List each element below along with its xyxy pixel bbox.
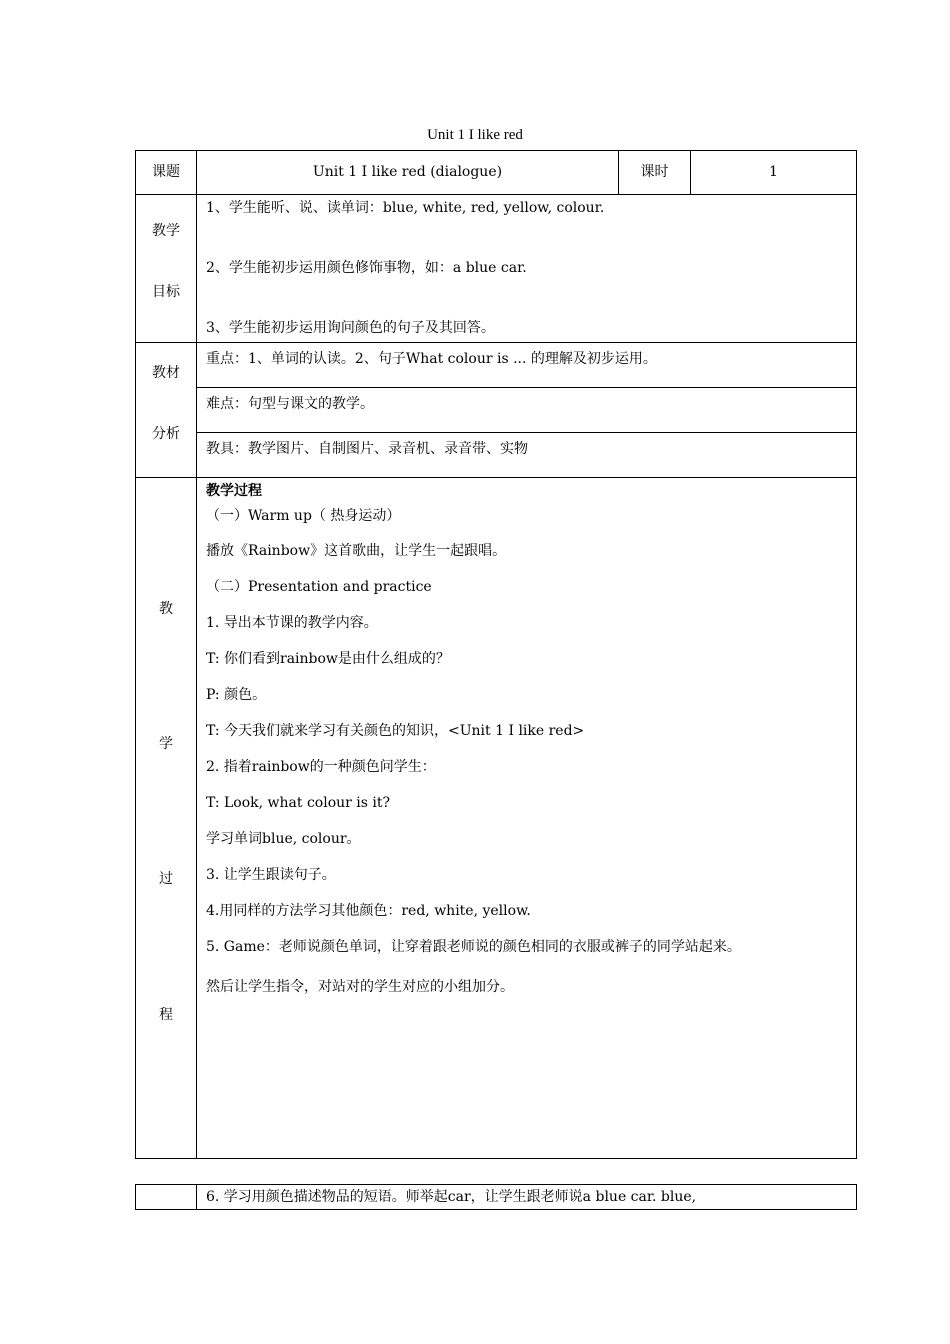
process-line: 4.用同样的方法学习其他颜色：red, white, yellow. (206, 903, 531, 919)
process-line: T: Look, what colour is it? (206, 795, 391, 811)
topic-value: Unit 1 I like red (dialogue) (312, 164, 503, 180)
teaching-tools: 教具：教学图片、自制图片、录音机、录音带、实物 (206, 441, 528, 457)
objective-item: 2、学生能初步运用颜色修饰事物，如：a blue car. (206, 260, 527, 276)
period-label: 课时 (640, 164, 669, 180)
process-label-char: 教 (159, 601, 173, 617)
process-line: P: 颜色。 (206, 687, 267, 703)
key-points: 重点：1、单词的认读。2、句子What colour is ... 的理解及初步运用。 (206, 351, 657, 367)
process-label-char: 过 (159, 871, 173, 887)
process-label-char: 程 (159, 1007, 173, 1023)
process-line: 3. 让学生跟读句子。 (206, 867, 336, 883)
objective-item: 3、学生能初步运用询问颜色的句子及其回答。 (206, 320, 495, 336)
process-line: 1. 导出本节课的教学内容。 (206, 615, 378, 631)
objective-item: 1、学生能听、说、读单词：blue, white, red, yellow, colour. (206, 200, 605, 216)
process-line: 5. Game：老师说颜色单词，让穿着跟老师说的颜色相同的衣服或裤子的同学站起来。 (206, 939, 741, 955)
topic-label: 课题 (152, 164, 180, 180)
process-line: T: 今天我们就来学习有关颜色的知识，<Unit 1 I like red> (206, 723, 585, 739)
process-line: （一）Warm up（ 热身运动） (206, 508, 401, 524)
objectives-label-1: 教学 (152, 223, 180, 239)
analysis-label-2: 分析 (152, 426, 180, 442)
process-line: 然后让学生指令，对站对的学生对应的小组加分。 (206, 979, 514, 995)
process-line: 播放《Rainbow》这首歌曲，让学生一起跟唱。 (206, 543, 507, 559)
process-line: （二）Presentation and practice (206, 579, 432, 595)
process-line: 2. 指着rainbow的一种颜色问学生： (206, 759, 436, 775)
page-title: Unit 1 I like red (427, 127, 523, 143)
process-heading: 教学过程 (206, 483, 262, 499)
period-value: 1 (769, 164, 778, 180)
continuation-line: 6. 学习用颜色描述物品的短语。师举起car，让学生跟老师说a blue car. blue, (206, 1189, 697, 1205)
process-label-char: 学 (159, 736, 173, 752)
objectives-label-2: 目标 (152, 284, 180, 300)
process-line: 学习单词blue, colour。 (206, 831, 361, 847)
process-line: T: 你们看到rainbow是由什么组成的？ (206, 651, 450, 667)
difficulties: 难点：句型与课文的教学。 (206, 396, 374, 412)
analysis-label-1: 教材 (152, 365, 180, 381)
